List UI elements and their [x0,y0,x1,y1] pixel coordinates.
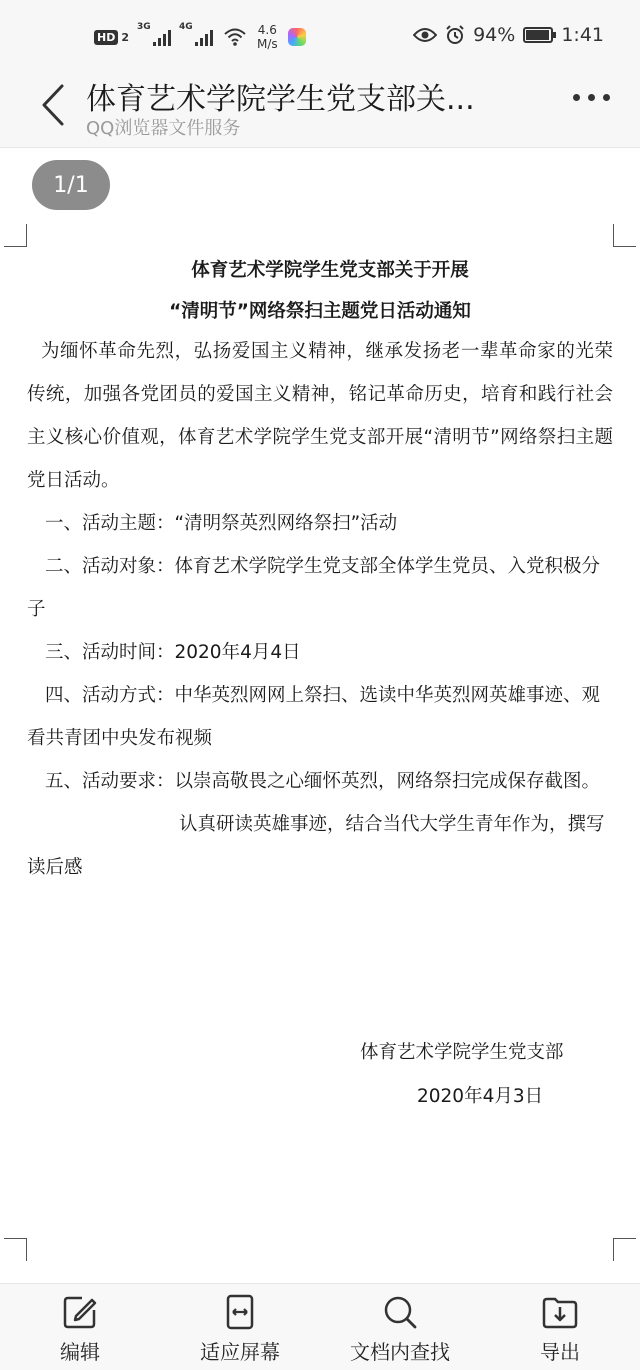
wifi-icon [223,27,247,47]
crop-mark-top-right [613,224,636,247]
app-header [0,70,640,148]
fit-screen-button[interactable] [160,1284,320,1370]
fit-screen-label: 适应屏幕 [200,1340,280,1364]
doc-item-3: 三、活动时间：2020年4月4日 [45,642,301,663]
edit-icon [60,1292,100,1332]
doc-heading-2: “清明节”网络祭扫主题党日活动通知 [169,301,471,322]
doc-item-5: 五、活动要求：以崇高敬畏之心缅怀英烈，网络祭扫完成保存截图。 [45,771,601,792]
doc-item-2: 二、活动对象：体育艺术学院学生党支部全体学生党员、入党积极分子 [27,556,601,620]
fit-screen-icon [220,1292,260,1332]
export-folder-icon [540,1292,580,1332]
edit-button[interactable] [0,1284,160,1370]
status-left [94,22,306,52]
network-label-1: 3G [137,22,151,32]
network-speed [257,23,278,51]
alarm-icon [445,25,465,45]
doc-signature: 体育艺术学院学生党支部 [360,1042,564,1063]
hd-sub: 2 [121,30,129,44]
find-in-doc-label: 文档内查找 [350,1340,450,1364]
speed-unit: M/s [257,37,278,51]
find-in-doc-button[interactable] [320,1284,480,1370]
page-title: 体育艺术学院学生党支部关... [86,82,475,117]
hd-badge: HD [94,30,118,45]
doc-heading-1: 体育艺术学院学生党支部关于开展 [191,260,469,281]
bottom-toolbar [0,1283,640,1370]
clock: 1:41 [561,24,604,46]
battery-icon [523,27,553,43]
crop-mark-top-left [4,224,27,247]
speed-value: 4.6 [257,23,277,37]
signal-3g-icon [137,22,171,46]
doc-intro: 为缅怀革命先烈，弘扬爱国主义精神，继承发扬老一辈革命家的光荣传统，加强各党团员的爱国主义精神，铭记革命历史，培育和践行社会主义核心价值观，体育艺术学院学生党支部开展“清明节”网络祭扫主题党日活动。 [27,341,613,491]
back-arrow-icon[interactable] [36,80,76,130]
crop-mark-bottom-left [4,1238,27,1261]
page-indicator: 1/1 [32,160,110,210]
doc-item-1: 一、活动主题：“清明祭英烈网络祭扫”活动 [45,513,398,534]
edit-label: 编辑 [60,1340,100,1364]
document-body [27,256,613,889]
crop-mark-bottom-right [613,1238,636,1261]
signal-4g-icon [179,22,213,46]
battery-percent: 94% [473,24,516,46]
export-button[interactable] [480,1284,640,1370]
network-label-2: 4G [179,22,193,32]
page-subtitle: QQ浏览器文件服务 [86,118,241,139]
status-bar [0,0,640,70]
search-icon [380,1292,420,1332]
battery-fill [526,30,549,40]
doc-item-4: 四、活动方式：中华英烈网网上祭扫、选读中华英烈网英雄事迹、观看共青团中央发布视频 [27,685,601,749]
app-notification-icon [288,28,306,46]
export-label: 导出 [540,1340,580,1364]
more-menu-icon[interactable] [573,94,610,101]
eye-comfort-icon [413,27,437,43]
doc-final-note: 认真研读英雄事迹，结合当代大学生青年作为，撰写读后感 [27,814,605,878]
doc-date: 2020年4月3日 [417,1086,544,1107]
status-right [413,24,604,46]
